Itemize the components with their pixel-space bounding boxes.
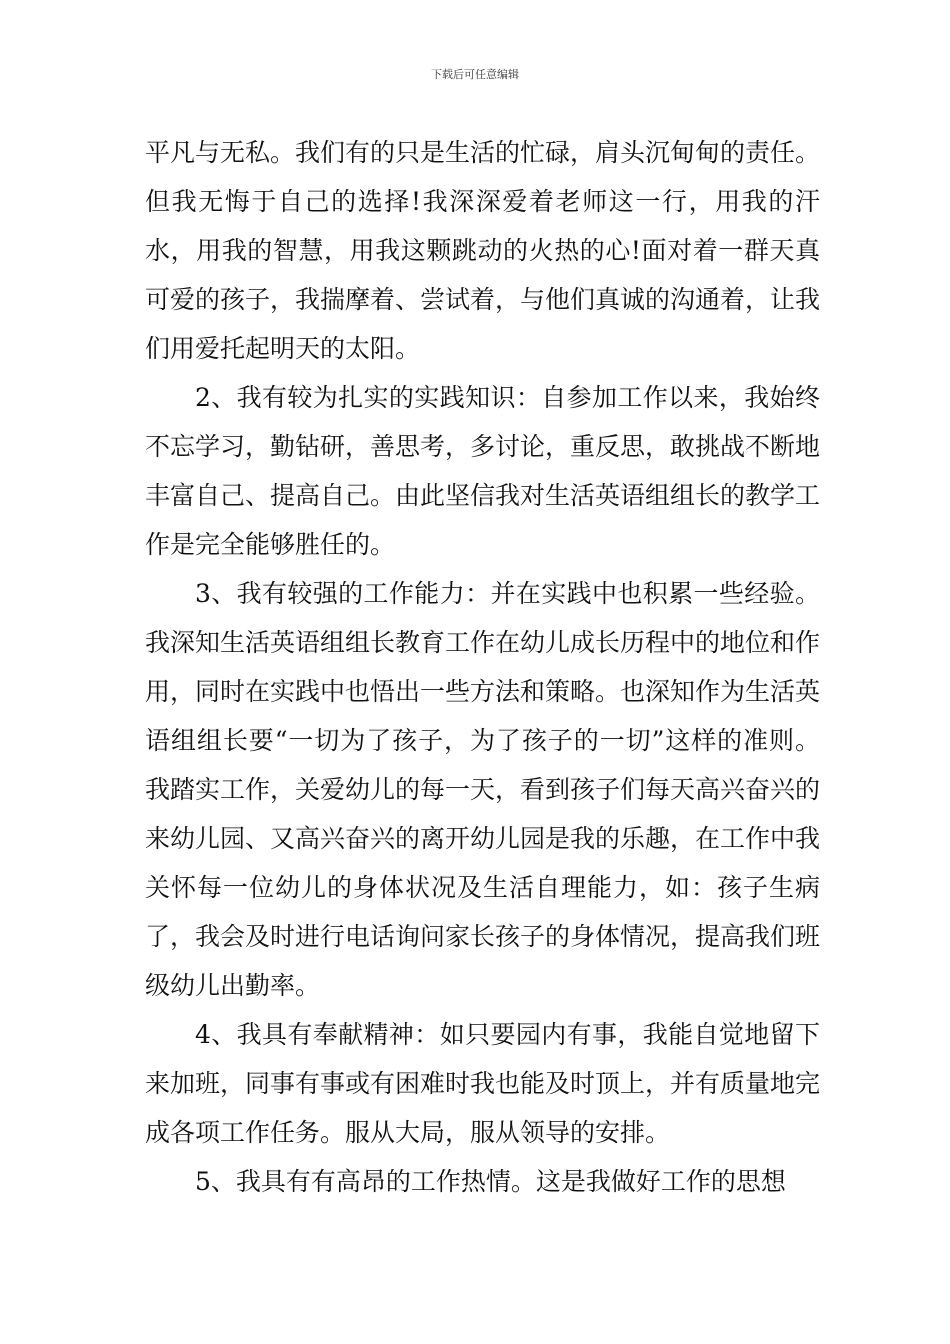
document-body: [145, 128, 820, 1206]
paragraph-continuation: 平凡与无私。我们有的只是生活的忙碌，肩头沉甸甸的责任。但我无悔于自己的选择!我深深爱着老师这一行，用我的汗水，用我的智慧，用我这颗跳动的火热的心!面对着一群天真可爱的孩子，我揣摩着、尝试着，与他们真诚的沟通着，让我们用爱托起明天的太阳。: [145, 138, 821, 363]
paragraph-item-2: 2、我有较为扎实的实践知识：自参加工作以来，我始终不忘学习，勤钻研，善思考，多讨论，重反思，敢挑战不断地丰富自己、提高自己。由此坚信我对生活英语组组长的教学工作是完全能够胜任的。: [145, 383, 821, 559]
paragraph-item-4: 4、我具有奉献精神：如只要园内有事，我能自觉地留下来加班，同事有事或有困难时我也能及时顶上，并有质量地完成各项工作任务。服从大局，服从领导的安排。: [145, 1020, 821, 1147]
paragraph-item-5: 5、我具有有高昂的工作热情。这是我做好工作的思想: [195, 1167, 786, 1196]
header-note: 下载后可任意编辑: [431, 68, 519, 81]
paragraph-item-3: 3、我有较强的工作能力：并在实践中也积累一些经验。我深知生活英语组组长教育工作在幼儿成长历程中的地位和作用，同时在实践中也悟出一些方法和策略。也深知作为生活英语组组长要“一切为了孩子，为了孩子的一切”这样的准则。我踏实工作，关爱幼儿的每一天，看到孩子们每天高兴奋兴的来幼儿园、又高兴奋兴的离开幼儿园是我的乐趣，在工作中我关怀每一位幼儿的身体状况及生活自理能力，如：孩子生病了，我会及时进行电话询问家长孩子的身体情况，提高我们班级幼儿出勤率。: [145, 579, 821, 1000]
